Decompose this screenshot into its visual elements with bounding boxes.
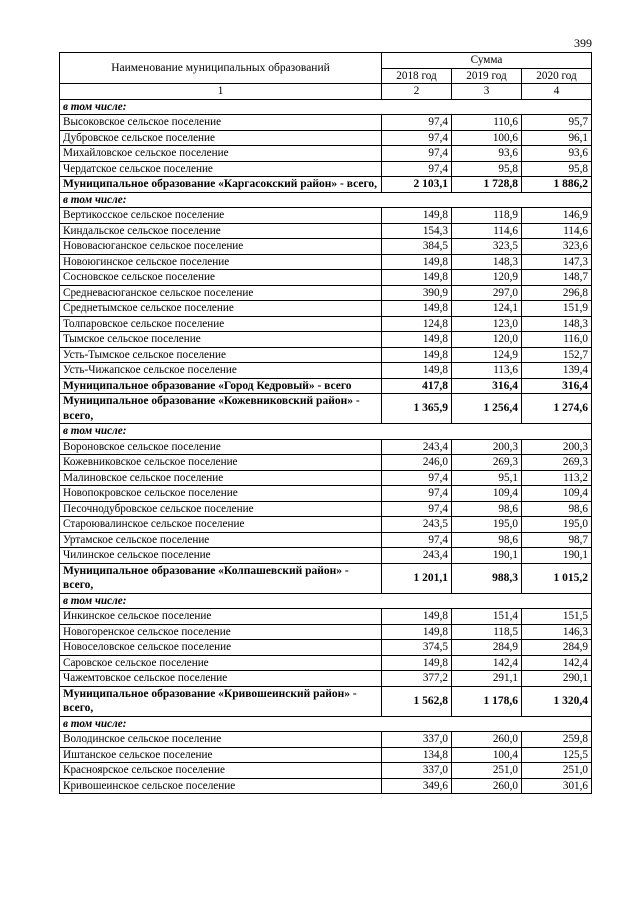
row-name-cell: Вертикосское сельское поселение bbox=[60, 208, 382, 224]
value-2018-cell: 384,5 bbox=[382, 239, 452, 255]
municipality-total-row bbox=[60, 563, 592, 593]
subheading-label: в том числе: bbox=[60, 593, 592, 609]
value-2020-cell: 296,8 bbox=[522, 285, 592, 301]
row-name-cell: Чажемтовское сельское поселение bbox=[60, 671, 382, 687]
budget-table bbox=[59, 52, 592, 794]
settlement-row bbox=[60, 455, 592, 471]
header-index-1: 1 bbox=[60, 84, 382, 100]
value-2018-cell: 149,8 bbox=[382, 347, 452, 363]
row-name-cell: Муниципальное образование «Город Кедровый» - всего bbox=[60, 378, 382, 394]
value-2018-cell: 97,4 bbox=[382, 146, 452, 162]
settlement-row bbox=[60, 763, 592, 779]
value-2020-cell: 114,6 bbox=[522, 223, 592, 239]
value-2018-cell: 149,8 bbox=[382, 254, 452, 270]
settlement-row bbox=[60, 347, 592, 363]
value-2020-cell: 290,1 bbox=[522, 671, 592, 687]
subheading-row bbox=[60, 716, 592, 732]
settlement-row bbox=[60, 778, 592, 794]
value-2018-cell: 1 365,9 bbox=[382, 394, 452, 424]
header-index-2: 2 bbox=[382, 84, 452, 100]
row-name-cell: Новогоренское сельское поселение bbox=[60, 624, 382, 640]
settlement-row bbox=[60, 532, 592, 548]
value-2020-cell: 259,8 bbox=[522, 732, 592, 748]
value-2018-cell: 134,8 bbox=[382, 747, 452, 763]
row-name-cell: Сосновское сельское поселение bbox=[60, 270, 382, 286]
value-2020-cell: 251,0 bbox=[522, 763, 592, 779]
value-2019-cell: 1 728,8 bbox=[452, 177, 522, 193]
row-name-cell: Кривошеинское сельское поселение bbox=[60, 778, 382, 794]
row-name-cell: Вороновское сельское поселение bbox=[60, 439, 382, 455]
value-2018-cell: 377,2 bbox=[382, 671, 452, 687]
value-2020-cell: 1 886,2 bbox=[522, 177, 592, 193]
value-2019-cell: 1 178,6 bbox=[452, 686, 522, 716]
settlement-row bbox=[60, 332, 592, 348]
value-2019-cell: 118,9 bbox=[452, 208, 522, 224]
value-2018-cell: 149,8 bbox=[382, 208, 452, 224]
value-2018-cell: 417,8 bbox=[382, 378, 452, 394]
row-name-cell: Усть-Чижапское сельское поселение bbox=[60, 363, 382, 379]
value-2020-cell: 93,6 bbox=[522, 146, 592, 162]
municipality-total-row bbox=[60, 177, 592, 193]
municipality-total-row bbox=[60, 394, 592, 424]
settlement-row bbox=[60, 439, 592, 455]
value-2019-cell: 120,9 bbox=[452, 270, 522, 286]
settlement-row bbox=[60, 517, 592, 533]
row-name-cell: Иштанское сельское поселение bbox=[60, 747, 382, 763]
subheading-row bbox=[60, 99, 592, 115]
value-2018-cell: 97,4 bbox=[382, 130, 452, 146]
row-name-cell: Среднетымское сельское поселение bbox=[60, 301, 382, 317]
value-2019-cell: 284,9 bbox=[452, 640, 522, 656]
settlement-row bbox=[60, 208, 592, 224]
value-2020-cell: 148,3 bbox=[522, 316, 592, 332]
value-2020-cell: 269,3 bbox=[522, 455, 592, 471]
value-2018-cell: 390,9 bbox=[382, 285, 452, 301]
table-header bbox=[60, 53, 592, 100]
row-name-cell: Киндальское сельское поселение bbox=[60, 223, 382, 239]
value-2019-cell: 124,1 bbox=[452, 301, 522, 317]
settlement-row bbox=[60, 609, 592, 625]
row-name-cell: Кожевниковское сельское поселение bbox=[60, 455, 382, 471]
value-2018-cell: 149,8 bbox=[382, 270, 452, 286]
header-name-column: Наименование муниципальных образований bbox=[60, 53, 382, 84]
row-name-cell: Муниципальное образование «Кривошеинский район» - всего, bbox=[60, 686, 382, 716]
value-2019-cell: 190,1 bbox=[452, 548, 522, 564]
value-2019-cell: 323,5 bbox=[452, 239, 522, 255]
value-2018-cell: 243,4 bbox=[382, 439, 452, 455]
settlement-row bbox=[60, 624, 592, 640]
value-2020-cell: 284,9 bbox=[522, 640, 592, 656]
header-year-2020: 2020 год bbox=[522, 68, 592, 84]
value-2020-cell: 151,5 bbox=[522, 609, 592, 625]
settlement-row bbox=[60, 130, 592, 146]
value-2019-cell: 291,1 bbox=[452, 671, 522, 687]
row-name-cell: Усть-Тымское сельское поселение bbox=[60, 347, 382, 363]
value-2019-cell: 269,3 bbox=[452, 455, 522, 471]
value-2018-cell: 337,0 bbox=[382, 763, 452, 779]
row-name-cell: Малиновское сельское поселение bbox=[60, 470, 382, 486]
value-2018-cell: 1 562,8 bbox=[382, 686, 452, 716]
value-2018-cell: 243,5 bbox=[382, 517, 452, 533]
value-2019-cell: 113,6 bbox=[452, 363, 522, 379]
value-2018-cell: 1 201,1 bbox=[382, 563, 452, 593]
value-2019-cell: 109,4 bbox=[452, 486, 522, 502]
value-2018-cell: 349,6 bbox=[382, 778, 452, 794]
row-name-cell: Михайловское сельское поселение bbox=[60, 146, 382, 162]
header-year-2018: 2018 год bbox=[382, 68, 452, 84]
value-2019-cell: 148,3 bbox=[452, 254, 522, 270]
value-2018-cell: 246,0 bbox=[382, 455, 452, 471]
header-index-3: 3 bbox=[452, 84, 522, 100]
value-2020-cell: 98,6 bbox=[522, 501, 592, 517]
subheading-row bbox=[60, 593, 592, 609]
value-2020-cell: 109,4 bbox=[522, 486, 592, 502]
subheading-row bbox=[60, 424, 592, 440]
header-year-2019: 2019 год bbox=[452, 68, 522, 84]
settlement-row bbox=[60, 640, 592, 656]
value-2020-cell: 148,7 bbox=[522, 270, 592, 286]
settlement-row bbox=[60, 671, 592, 687]
row-name-cell: Красноярское сельское поселение bbox=[60, 763, 382, 779]
value-2019-cell: 260,0 bbox=[452, 732, 522, 748]
value-2019-cell: 124,9 bbox=[452, 347, 522, 363]
row-name-cell: Высоковское сельское поселение bbox=[60, 115, 382, 131]
value-2018-cell: 149,8 bbox=[382, 301, 452, 317]
table-body bbox=[60, 99, 592, 794]
value-2020-cell: 1 274,6 bbox=[522, 394, 592, 424]
value-2019-cell: 142,4 bbox=[452, 655, 522, 671]
value-2020-cell: 95,8 bbox=[522, 161, 592, 177]
value-2019-cell: 93,6 bbox=[452, 146, 522, 162]
settlement-row bbox=[60, 223, 592, 239]
page-number: 399 bbox=[574, 36, 592, 50]
value-2020-cell: 200,3 bbox=[522, 439, 592, 455]
settlement-row bbox=[60, 285, 592, 301]
value-2018-cell: 154,3 bbox=[382, 223, 452, 239]
settlement-row bbox=[60, 316, 592, 332]
value-2019-cell: 95,1 bbox=[452, 470, 522, 486]
value-2019-cell: 110,6 bbox=[452, 115, 522, 131]
value-2018-cell: 2 103,1 bbox=[382, 177, 452, 193]
value-2018-cell: 149,8 bbox=[382, 655, 452, 671]
settlement-row bbox=[60, 239, 592, 255]
value-2020-cell: 125,5 bbox=[522, 747, 592, 763]
row-name-cell: Песочнодубровское сельское поселение bbox=[60, 501, 382, 517]
value-2019-cell: 118,5 bbox=[452, 624, 522, 640]
value-2018-cell: 97,4 bbox=[382, 486, 452, 502]
row-name-cell: Новоюгинское сельское поселение bbox=[60, 254, 382, 270]
value-2019-cell: 95,8 bbox=[452, 161, 522, 177]
header-index-4: 4 bbox=[522, 84, 592, 100]
value-2018-cell: 124,8 bbox=[382, 316, 452, 332]
value-2020-cell: 147,3 bbox=[522, 254, 592, 270]
value-2018-cell: 243,4 bbox=[382, 548, 452, 564]
settlement-row bbox=[60, 301, 592, 317]
value-2020-cell: 98,7 bbox=[522, 532, 592, 548]
value-2020-cell: 301,6 bbox=[522, 778, 592, 794]
row-name-cell: Саровское сельское поселение bbox=[60, 655, 382, 671]
row-name-cell: Инкинское сельское поселение bbox=[60, 609, 382, 625]
value-2020-cell: 95,7 bbox=[522, 115, 592, 131]
value-2019-cell: 316,4 bbox=[452, 378, 522, 394]
value-2019-cell: 120,0 bbox=[452, 332, 522, 348]
value-2019-cell: 251,0 bbox=[452, 763, 522, 779]
settlement-row bbox=[60, 146, 592, 162]
value-2019-cell: 195,0 bbox=[452, 517, 522, 533]
value-2020-cell: 142,4 bbox=[522, 655, 592, 671]
settlement-row bbox=[60, 732, 592, 748]
value-2018-cell: 97,4 bbox=[382, 532, 452, 548]
value-2020-cell: 113,2 bbox=[522, 470, 592, 486]
value-2020-cell: 195,0 bbox=[522, 517, 592, 533]
row-name-cell: Чилинское сельское поселение bbox=[60, 548, 382, 564]
value-2020-cell: 1 320,4 bbox=[522, 686, 592, 716]
subheading-label: в том числе: bbox=[60, 424, 592, 440]
value-2018-cell: 374,5 bbox=[382, 640, 452, 656]
value-2019-cell: 200,3 bbox=[452, 439, 522, 455]
row-name-cell: Староювалинское сельское поселение bbox=[60, 517, 382, 533]
value-2020-cell: 146,9 bbox=[522, 208, 592, 224]
row-name-cell: Новопокровское сельское поселение bbox=[60, 486, 382, 502]
value-2018-cell: 149,8 bbox=[382, 624, 452, 640]
subheading-label: в том числе: bbox=[60, 99, 592, 115]
value-2018-cell: 97,4 bbox=[382, 115, 452, 131]
value-2020-cell: 152,7 bbox=[522, 347, 592, 363]
row-name-cell: Нововасюганское сельское поселение bbox=[60, 239, 382, 255]
value-2020-cell: 1 015,2 bbox=[522, 563, 592, 593]
settlement-row bbox=[60, 270, 592, 286]
row-name-cell: Муниципальное образование «Кожевниковский район» - всего, bbox=[60, 394, 382, 424]
row-name-cell: Средневасюганское сельское поселение bbox=[60, 285, 382, 301]
subheading-row bbox=[60, 192, 592, 208]
value-2019-cell: 151,4 bbox=[452, 609, 522, 625]
value-2018-cell: 337,0 bbox=[382, 732, 452, 748]
value-2020-cell: 316,4 bbox=[522, 378, 592, 394]
municipality-total-row bbox=[60, 686, 592, 716]
settlement-row bbox=[60, 548, 592, 564]
value-2019-cell: 988,3 bbox=[452, 563, 522, 593]
value-2020-cell: 146,3 bbox=[522, 624, 592, 640]
row-name-cell: Дубровское сельское поселение bbox=[60, 130, 382, 146]
value-2019-cell: 100,4 bbox=[452, 747, 522, 763]
value-2020-cell: 116,0 bbox=[522, 332, 592, 348]
row-name-cell: Тымское сельское поселение bbox=[60, 332, 382, 348]
value-2018-cell: 97,4 bbox=[382, 161, 452, 177]
header-sum-column: Сумма bbox=[382, 53, 592, 69]
row-name-cell: Муниципальное образование «Каргасокский район» - всего, bbox=[60, 177, 382, 193]
settlement-row bbox=[60, 161, 592, 177]
settlement-row bbox=[60, 747, 592, 763]
value-2020-cell: 190,1 bbox=[522, 548, 592, 564]
settlement-row bbox=[60, 254, 592, 270]
value-2019-cell: 98,6 bbox=[452, 532, 522, 548]
settlement-row bbox=[60, 501, 592, 517]
row-name-cell: Володинское сельское поселение bbox=[60, 732, 382, 748]
value-2018-cell: 97,4 bbox=[382, 470, 452, 486]
value-2018-cell: 149,8 bbox=[382, 609, 452, 625]
value-2019-cell: 297,0 bbox=[452, 285, 522, 301]
subheading-label: в том числе: bbox=[60, 716, 592, 732]
settlement-row bbox=[60, 363, 592, 379]
row-name-cell: Муниципальное образование «Колпашевский район» - всего, bbox=[60, 563, 382, 593]
value-2019-cell: 100,6 bbox=[452, 130, 522, 146]
value-2020-cell: 96,1 bbox=[522, 130, 592, 146]
value-2018-cell: 149,8 bbox=[382, 332, 452, 348]
value-2019-cell: 260,0 bbox=[452, 778, 522, 794]
value-2020-cell: 139,4 bbox=[522, 363, 592, 379]
value-2019-cell: 114,6 bbox=[452, 223, 522, 239]
settlement-row bbox=[60, 486, 592, 502]
value-2018-cell: 97,4 bbox=[382, 501, 452, 517]
settlement-row bbox=[60, 115, 592, 131]
value-2018-cell: 149,8 bbox=[382, 363, 452, 379]
row-name-cell: Толпаровское сельское поселение bbox=[60, 316, 382, 332]
municipality-total-row bbox=[60, 378, 592, 394]
value-2020-cell: 323,6 bbox=[522, 239, 592, 255]
settlement-row bbox=[60, 470, 592, 486]
settlement-row bbox=[60, 655, 592, 671]
row-name-cell: Чердатское сельское поселение bbox=[60, 161, 382, 177]
value-2019-cell: 1 256,4 bbox=[452, 394, 522, 424]
value-2019-cell: 123,0 bbox=[452, 316, 522, 332]
row-name-cell: Новоселовское сельское поселение bbox=[60, 640, 382, 656]
value-2020-cell: 151,9 bbox=[522, 301, 592, 317]
row-name-cell: Уртамское сельское поселение bbox=[60, 532, 382, 548]
subheading-label: в том числе: bbox=[60, 192, 592, 208]
value-2019-cell: 98,6 bbox=[452, 501, 522, 517]
